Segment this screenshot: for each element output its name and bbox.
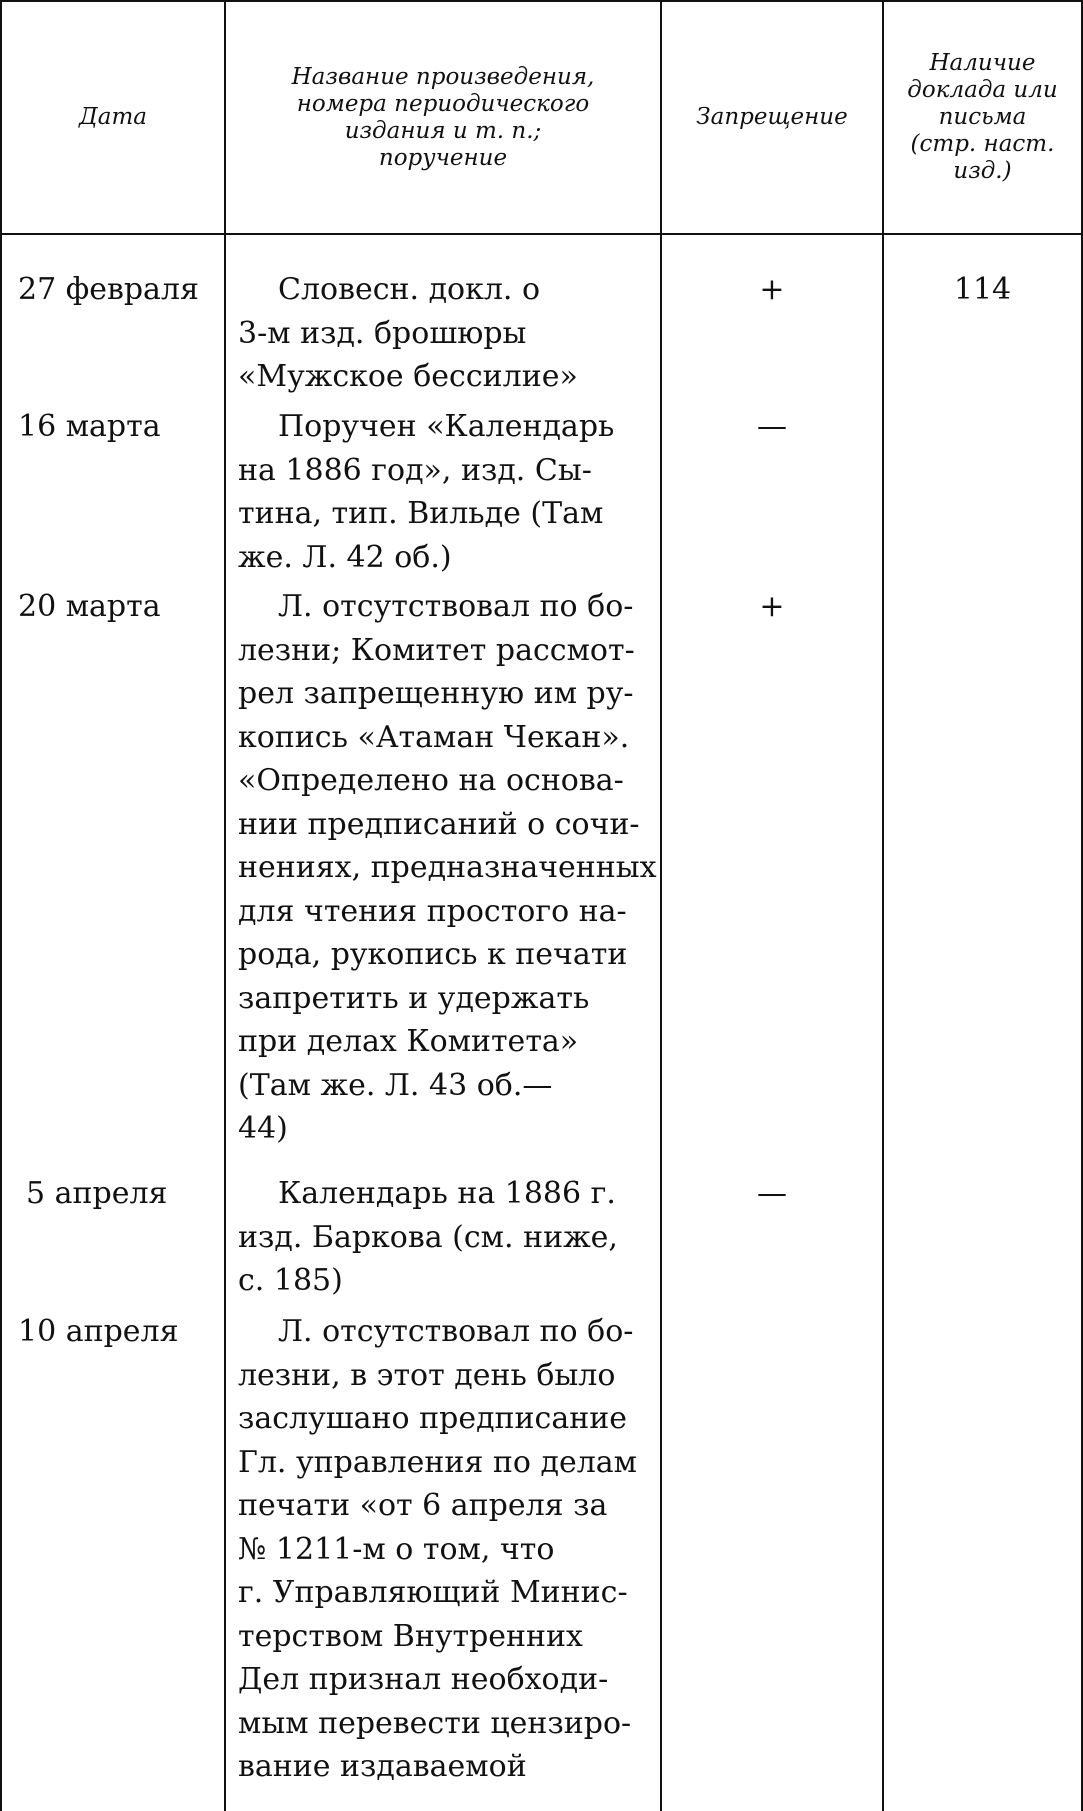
ban-mark: +	[759, 589, 785, 624]
content-line: «Определено на основа-	[238, 763, 624, 798]
content-line: мым перевести цензиро-	[238, 1705, 632, 1741]
ban-mark: —	[757, 409, 787, 444]
content-line: заслушано предписание	[238, 1401, 627, 1436]
content-line: нениях, предназначенных	[238, 850, 657, 885]
header-report-line: письма	[938, 104, 1027, 130]
content-line: Поручен «Календарь	[278, 409, 615, 444]
ban-mark: —	[757, 1176, 787, 1211]
row-date: 27 февраля	[18, 272, 199, 307]
report-page: 114	[953, 272, 1012, 307]
content-line: рода, рукопись к печати	[238, 937, 628, 972]
row-date: 20 марта	[18, 589, 161, 624]
content-line: печати «от 6 апреля за	[238, 1488, 608, 1523]
content-line: копись «Атаман Чекан».	[238, 719, 630, 755]
content-line: (Там же. Л. 43 об.—	[238, 1067, 553, 1103]
header-date	[2, 2, 224, 233]
header-title-line: номера периодического	[296, 90, 590, 117]
column-divider	[0, 0, 2, 1811]
content-line: 3-м изд. брошюры	[238, 315, 527, 351]
header-report-line: Наличие	[929, 50, 1036, 76]
header-ban-label: Запрещение	[696, 104, 848, 130]
row-date: 10 апреля	[18, 1314, 179, 1349]
content-line: Гл. управления по делам	[238, 1444, 637, 1480]
header-date-label: Дата	[79, 104, 147, 130]
content-line: вание издаваемой	[238, 1749, 527, 1784]
content-line: лезни, в этот день было	[238, 1357, 616, 1393]
header-title-line: издания и т. п.;	[344, 117, 542, 144]
content-line: 44)	[238, 1111, 288, 1146]
header-ban	[662, 2, 882, 233]
content-line: на 1886 год», изд. Сы-	[238, 452, 592, 488]
column-divider	[224, 0, 226, 1811]
content-line: лезни; Комитет рассмот-	[238, 632, 635, 668]
content-line: при делах Комитета»	[238, 1024, 579, 1059]
row-content	[238, 585, 668, 1151]
header-title-line: поручение	[378, 144, 508, 171]
row-date: 5 апреля	[26, 1176, 168, 1211]
header-title-line: Название произведения,	[291, 63, 595, 90]
content-line: Л. отсутствовал по бо-	[278, 589, 634, 624]
content-line: с. 185)	[238, 1263, 343, 1298]
content-line: № 1211-м о том, что	[238, 1531, 555, 1567]
content-line: нии предписаний о сочи-	[238, 806, 640, 842]
content-line: для чтения простого на-	[238, 893, 627, 929]
row-content	[238, 268, 668, 399]
content-line: Дел признал необходи-	[238, 1662, 609, 1697]
row-content	[238, 405, 668, 579]
header-bottom-border	[0, 233, 1083, 235]
content-line: «Мужское бессилие»	[238, 359, 578, 394]
content-line: терством Внутренних	[238, 1618, 583, 1654]
content-line: рел запрещенную им ру-	[238, 676, 634, 711]
content-line: тина, тип. Вильде (Там	[238, 496, 604, 531]
ban-mark: +	[759, 272, 785, 307]
content-line: запретить и удержать	[238, 980, 590, 1016]
content-line: г. Управляющий Минис-	[238, 1575, 628, 1610]
content-line: Л. отсутствовал по бо-	[278, 1314, 634, 1349]
content-line: же. Л. 42 об.)	[238, 539, 452, 575]
header-report-line: доклада или	[907, 77, 1058, 103]
row-date: 16 марта	[18, 409, 161, 444]
row-content	[238, 1172, 668, 1303]
content-line: Календарь на 1886 г.	[278, 1176, 616, 1211]
row-content	[238, 1310, 668, 1789]
header-title	[226, 2, 660, 233]
header-report-line: (стр. наст.	[910, 131, 1055, 157]
content-line: Словесн. докл. о	[278, 272, 541, 307]
content-line: изд. Баркова (см. ниже,	[238, 1219, 618, 1255]
header-report-line: изд.)	[953, 158, 1012, 184]
header-report	[884, 2, 1081, 233]
